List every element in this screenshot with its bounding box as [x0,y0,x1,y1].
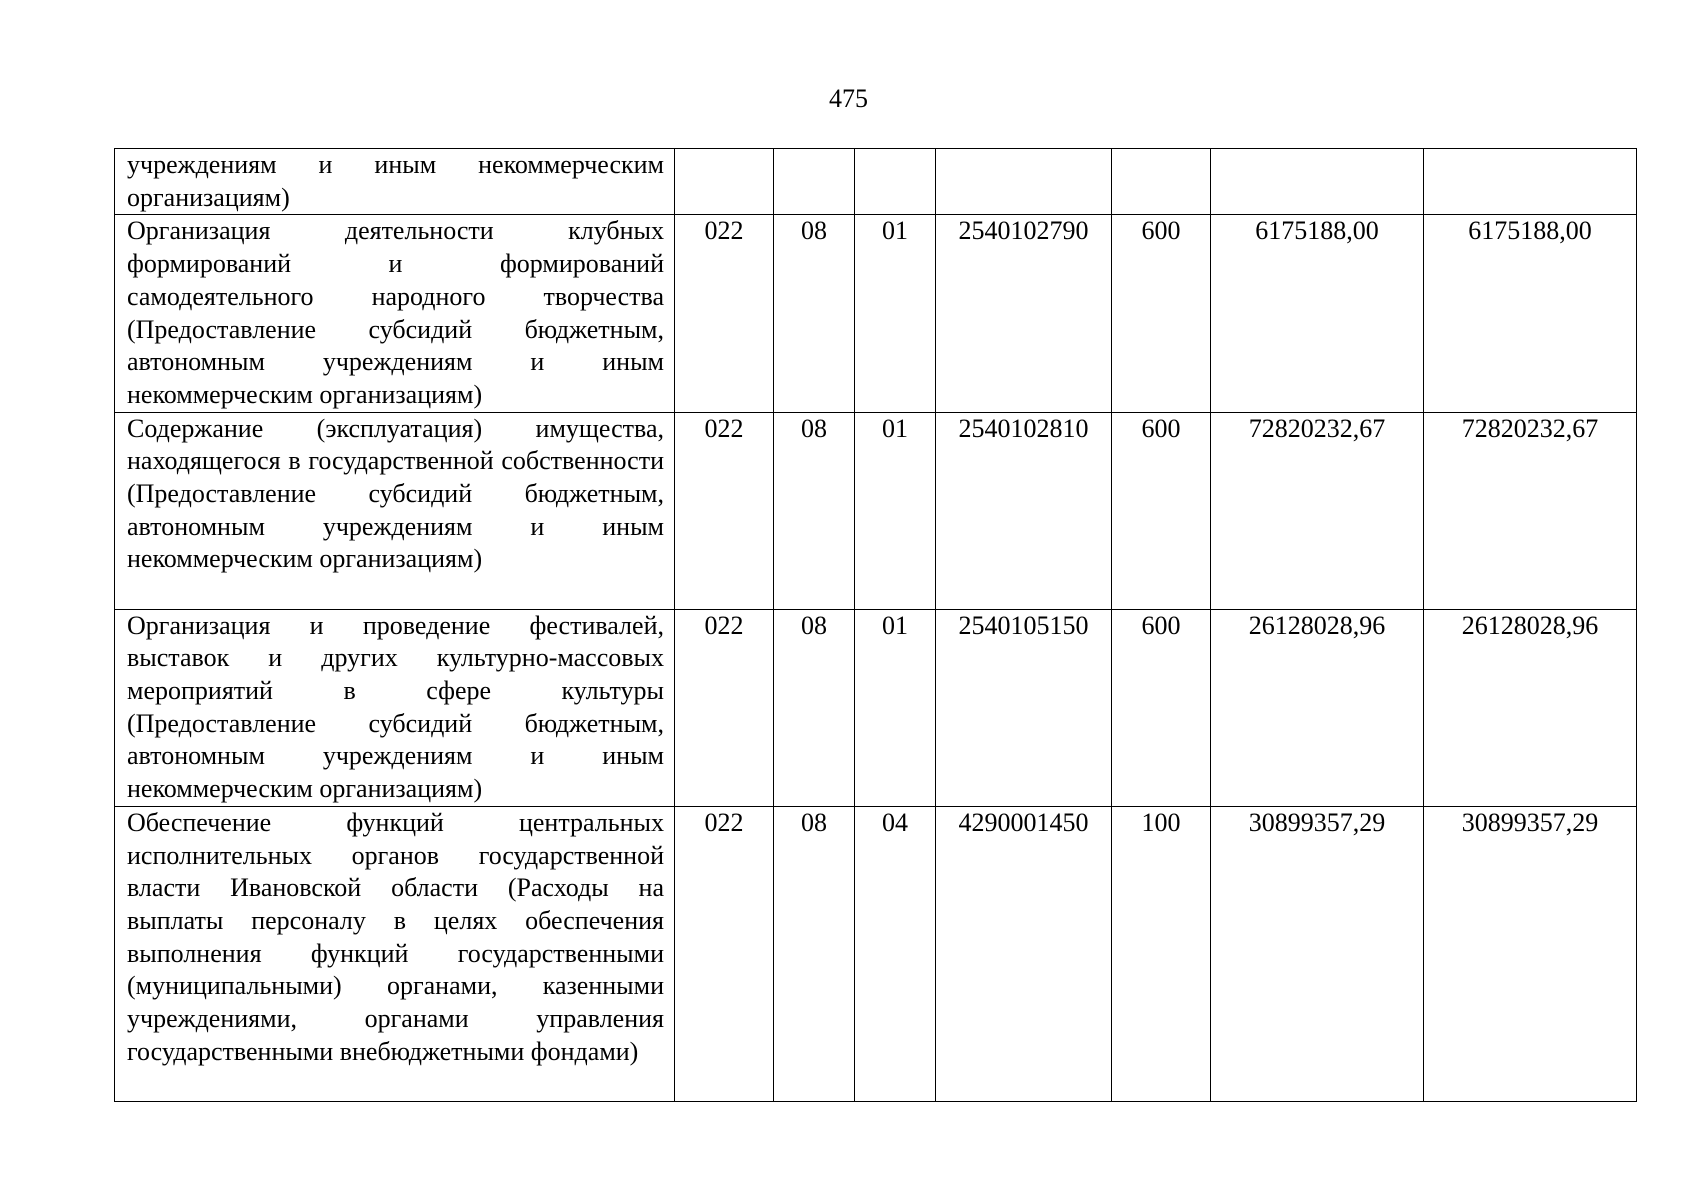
amount-first-year: 30899357,29 [1211,806,1424,1101]
ministry-code: 022 [675,609,774,806]
amount-first-year: 26128028,96 [1211,609,1424,806]
budget-table [114,148,1637,1102]
expense-type-code: 600 [1112,215,1211,412]
row-description: Организация деятельности клубных формирований и формирований самодеятельного народного творчества (Предоставление субсидий бюджетным, автономным учреждениям и иным некоммерческим организациям) [115,215,675,412]
expense-type-code: 600 [1112,609,1211,806]
table-row [115,215,1637,412]
expense-type-code: 100 [1112,806,1211,1101]
row-description: учреждениям и иным некоммерческим организациям) [115,149,675,215]
row-description: Организация и проведение фестивалей, выставок и других культурно-массовых мероприятий в сфере культуры (Предоставление субсидий бюджетным, автономным учреждениям и иным некоммерческим организациям) [115,609,675,806]
page-number: 475 [829,84,868,113]
row-description: Обеспечение функций центральных исполнительных органов государственной власти Ивановской области (Расходы на выплаты персоналу в целях обеспечения выполнения функций государственными (муниципальными) органами, казенными учреждениями, органами управления государственными внебюджетными фондами) [115,806,675,1101]
amount-second-year: 6175188,00 [1424,215,1637,412]
subsection-code: 04 [855,806,936,1101]
amount-second-year: 26128028,96 [1424,609,1637,806]
amount-first-year: 72820232,67 [1211,412,1424,609]
ministry-code [675,149,774,215]
expense-type-code [1112,149,1211,215]
amount-second-year: 30899357,29 [1424,806,1637,1101]
subsection-code [855,149,936,215]
target-article-code: 4290001450 [936,806,1112,1101]
target-article-code: 2540102810 [936,412,1112,609]
amount-second-year: 72820232,67 [1424,412,1637,609]
table-row [115,149,1637,215]
target-article-code: 2540102790 [936,215,1112,412]
ministry-code: 022 [675,215,774,412]
table-row [115,412,1637,609]
section-code: 08 [774,609,855,806]
section-code [774,149,855,215]
subsection-code: 01 [855,215,936,412]
amount-first-year: 6175188,00 [1211,215,1424,412]
amount-first-year [1211,149,1424,215]
table-row [115,609,1637,806]
target-article-code [936,149,1112,215]
section-code: 08 [774,806,855,1101]
subsection-code: 01 [855,609,936,806]
ministry-code: 022 [675,412,774,609]
section-code: 08 [774,412,855,609]
row-description: Содержание (эксплуатация) имущества, находящегося в государственной собственности (Предоставление субсидий бюджетным, автономным учреждениям и иным некоммерческим организациям) [115,412,675,609]
table-row [115,806,1637,1101]
expense-type-code: 600 [1112,412,1211,609]
target-article-code: 2540105150 [936,609,1112,806]
section-code: 08 [774,215,855,412]
amount-second-year [1424,149,1637,215]
ministry-code: 022 [675,806,774,1101]
subsection-code: 01 [855,412,936,609]
